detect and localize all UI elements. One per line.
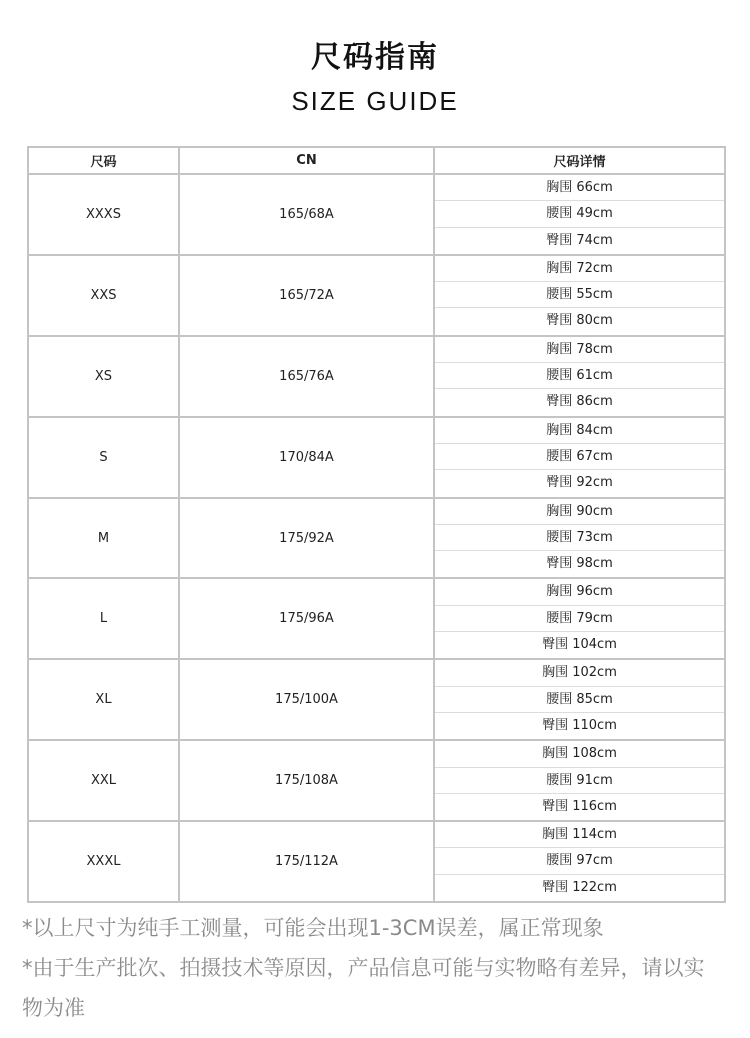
table-row <box>28 740 725 821</box>
header-cn: CN <box>179 147 434 174</box>
cn-cell: 175/108A <box>179 740 434 821</box>
detail-line: 腰围 73cm <box>435 525 724 551</box>
detail-line: 腰围 79cm <box>435 606 724 632</box>
size-cell: XXS <box>28 255 179 336</box>
detail-line: 臀围 122cm <box>542 879 617 895</box>
table-row <box>28 336 725 417</box>
size-cell: XXL <box>28 740 179 821</box>
page-title: 尺码指南 <box>311 40 439 75</box>
detail-line: 腰围 85cm <box>435 687 724 713</box>
table-row <box>28 255 725 336</box>
header-details: 尺码详情 <box>434 147 725 174</box>
table-row <box>28 417 725 498</box>
note-measurement: *以上尺寸为纯手工测量，可能会出现1-3CM误差，属正常现象 <box>22 916 604 940</box>
size-cell: S <box>28 417 179 498</box>
detail-line: 臀围 98cm <box>546 556 613 572</box>
detail-line: 胸围 78cm <box>435 337 724 363</box>
size-cell: XS <box>28 336 179 417</box>
detail-line: 胸围 90cm <box>435 499 724 525</box>
header-size: 尺码 <box>28 147 179 174</box>
detail-line: 臀围 80cm <box>546 313 613 329</box>
details-cell <box>434 336 725 417</box>
detail-line: 腰围 67cm <box>435 444 724 470</box>
cn-cell: 175/96A <box>179 578 434 659</box>
cn-cell: 175/100A <box>179 659 434 740</box>
size-cell: XL <box>28 659 179 740</box>
detail-line: 臀围 104cm <box>542 637 617 653</box>
size-cell: XXXS <box>28 174 179 255</box>
size-cell: M <box>28 498 179 579</box>
size-cell: XXXL <box>28 821 179 902</box>
detail-line: 腰围 49cm <box>435 201 724 227</box>
detail-line: 臀围 116cm <box>542 798 617 814</box>
details-cell <box>434 740 725 821</box>
table-row <box>28 578 725 659</box>
cn-cell: 170/84A <box>179 417 434 498</box>
details-cell <box>434 578 725 659</box>
details-cell <box>434 498 725 579</box>
detail-line: 臀围 110cm <box>542 717 617 733</box>
note-production: *由于生产批次、拍摄技术等原因，产品信息可能与实物略有差异，请以实物为准 <box>22 956 705 1020</box>
detail-line: 腰围 61cm <box>435 363 724 389</box>
details-cell <box>434 821 725 902</box>
detail-line: 腰围 91cm <box>435 768 724 794</box>
detail-line: 胸围 84cm <box>435 418 724 444</box>
detail-line: 臀围 92cm <box>546 475 613 491</box>
details-cell <box>434 417 725 498</box>
detail-line: 胸围 108cm <box>435 741 724 767</box>
detail-line: 腰围 55cm <box>435 282 724 308</box>
table-header-row <box>28 147 725 174</box>
table-row <box>28 659 725 740</box>
notes <box>22 908 722 1028</box>
detail-line: 胸围 102cm <box>435 660 724 686</box>
cn-cell: 165/72A <box>179 255 434 336</box>
size-cell: L <box>28 578 179 659</box>
detail-line: 胸围 114cm <box>435 822 724 848</box>
details-cell <box>434 174 725 255</box>
cn-cell: 165/68A <box>179 174 434 255</box>
table-row <box>28 174 725 255</box>
detail-line: 胸围 66cm <box>435 175 724 201</box>
table-row <box>28 498 725 579</box>
table-row <box>28 821 725 902</box>
details-cell <box>434 255 725 336</box>
page-subtitle: SIZE GUIDE <box>291 86 459 116</box>
detail-line: 臀围 74cm <box>546 232 613 248</box>
detail-line: 臀围 86cm <box>546 394 613 410</box>
details-cell <box>434 659 725 740</box>
cn-cell: 165/76A <box>179 336 434 417</box>
cn-cell: 175/112A <box>179 821 434 902</box>
cn-cell: 175/92A <box>179 498 434 579</box>
detail-line: 胸围 72cm <box>435 256 724 282</box>
detail-line: 腰围 97cm <box>435 848 724 874</box>
detail-line: 胸围 96cm <box>435 579 724 605</box>
size-guide-table <box>27 146 726 903</box>
